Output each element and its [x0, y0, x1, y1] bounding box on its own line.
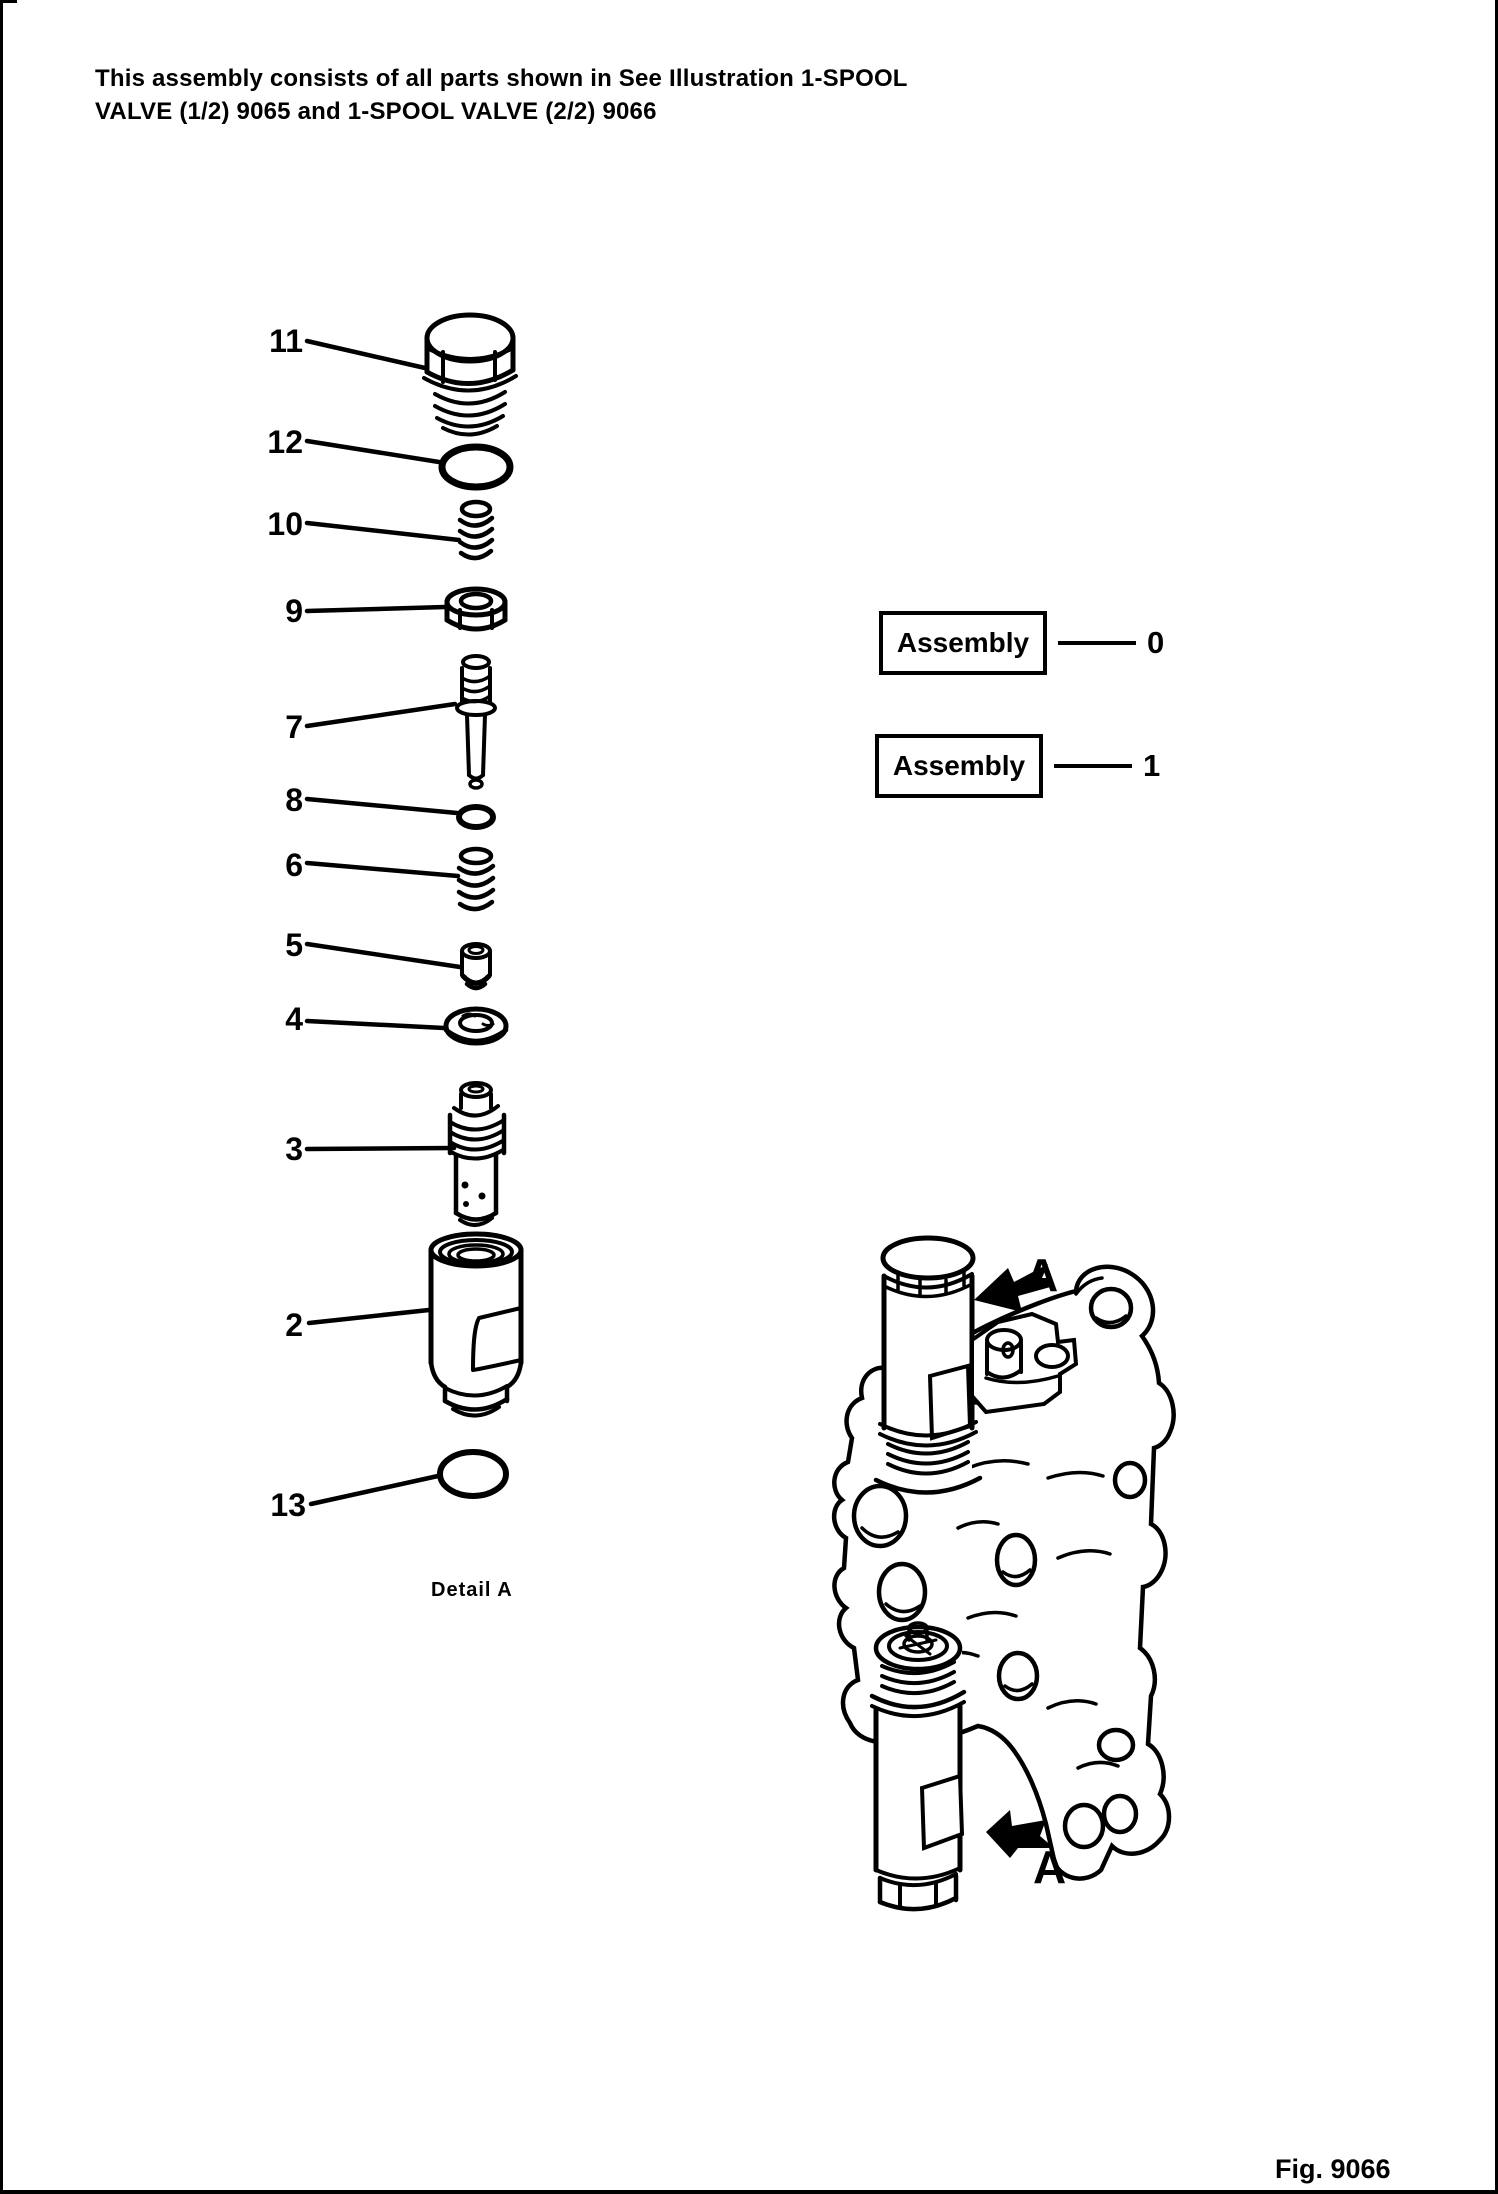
part-drawing-plug-11: [424, 315, 516, 435]
top-cartridge-drawing: [876, 1238, 980, 1493]
figure-label: Fig. 9066: [1275, 2154, 1391, 2184]
page-header: [95, 62, 908, 128]
part-drawing-plug-5: [462, 944, 490, 988]
part-label-7: 7: [285, 709, 303, 745]
leader-10: [307, 523, 459, 540]
part-label-3: 3: [285, 1131, 303, 1167]
exploded-view-diagram: [173, 210, 563, 1620]
assembly-box-0: Assembly: [879, 611, 1047, 675]
leader-6: [307, 863, 458, 876]
detail-a-label: Detail A: [431, 1579, 513, 1601]
leader-12: [307, 441, 439, 462]
part-drawing-oring-12: [442, 447, 510, 487]
part-label-10: 10: [267, 506, 303, 542]
part-label-2: 2: [285, 1307, 303, 1343]
leader-2: [309, 1310, 429, 1323]
part-label-6: 6: [285, 847, 303, 883]
leader-5: [307, 944, 460, 967]
part-drawing-oring-13: [440, 1452, 506, 1496]
leader-8: [307, 799, 457, 813]
callout-ref-0: 0: [1147, 625, 1165, 660]
assembly-callout-0: [879, 611, 1164, 675]
part-label-12: 12: [267, 424, 303, 460]
part-drawing-spring-6: [459, 849, 493, 909]
part-label-9: 9: [285, 593, 303, 629]
callout-ref-1: 1: [1143, 748, 1161, 783]
leader-13: [311, 1476, 438, 1504]
bottom-cartridge-drawing: [872, 1623, 964, 1910]
header-line-2: VALVE (1/2) 9065 and 1-SPOOL VALVE (2/2) 9066: [95, 98, 657, 125]
part-label-8: 8: [285, 782, 303, 818]
assembly-box-1: Assembly: [875, 734, 1043, 798]
callout-line-1: [1054, 764, 1132, 768]
part-label-13: 13: [270, 1487, 306, 1523]
leader-3: [307, 1148, 454, 1149]
leader-7: [307, 704, 455, 726]
leader-lines: [307, 341, 460, 1504]
part-drawing-cartridge-3: [450, 1083, 504, 1225]
part-drawing-sleeve-2: [431, 1234, 521, 1416]
callout-line-0: [1058, 641, 1136, 645]
part-label-11: 11: [269, 323, 303, 359]
part-drawing-oring-8: [459, 807, 493, 827]
leader-11: [307, 341, 425, 368]
assembly-callout-1: [875, 734, 1160, 798]
part-drawing-spring-10: [460, 502, 492, 558]
part-drawing-washer-4: [446, 1009, 506, 1043]
leader-9: [307, 607, 445, 611]
header-line-1: This assembly consists of all parts shown in See Illustration 1-SPOOL: [95, 65, 908, 92]
part-drawing-stem-7: [457, 656, 495, 788]
part-label-4: 4: [285, 1001, 303, 1037]
view-label-a-top: A: [1025, 1249, 1059, 1301]
view-label-a-bottom: A: [1033, 1841, 1067, 1893]
part-label-5: 5: [285, 927, 303, 963]
leader-4: [307, 1021, 444, 1028]
part-drawing-nut-9: [447, 589, 505, 629]
valve-assembly-view: [818, 1228, 1188, 1918]
